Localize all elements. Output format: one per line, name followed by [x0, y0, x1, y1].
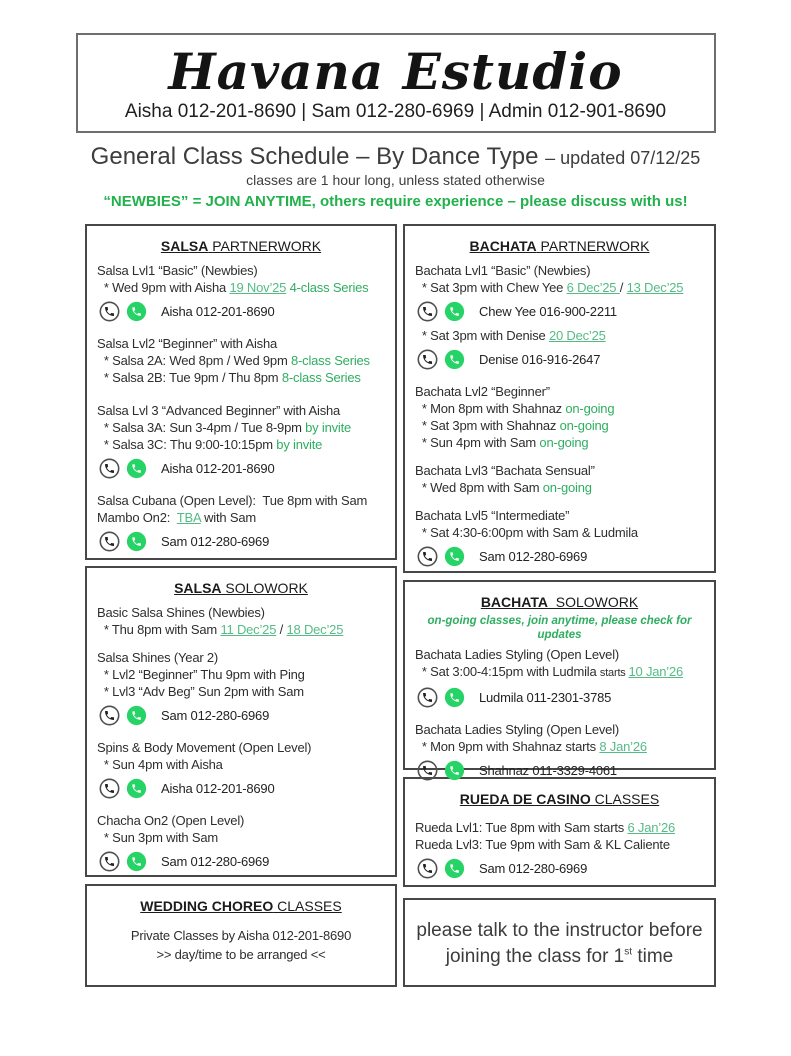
class-block — [93, 649, 389, 700]
text-segment: Salsa Cubana (Open Level): Tue 8pm with Sam — [97, 493, 368, 508]
date-highlight: 18 Dec’25 — [286, 622, 344, 637]
whatsapp-icon — [126, 705, 147, 726]
contact-name-number: Aisha 012-201-8690 — [161, 304, 275, 319]
text-line — [93, 829, 389, 846]
section-title — [93, 237, 389, 255]
class-block — [93, 402, 389, 453]
text-line — [411, 663, 708, 682]
text-line — [411, 819, 708, 836]
contact-name-number: Sam 012-280-6969 — [479, 549, 588, 564]
text-line — [93, 369, 389, 386]
class-block — [411, 819, 708, 853]
whatsapp-icon — [444, 546, 465, 567]
text-segment: Bachata Lvl2 “Beginner” — [415, 384, 550, 399]
section-title-text: CLASSES — [590, 791, 660, 807]
contact-row — [411, 856, 708, 881]
text-segment: * Salsa 3A: Sun 3-4pm / Tue 8-9pm — [97, 420, 306, 435]
text-segment: * Wed 9pm with Aisha — [97, 280, 230, 295]
text-line — [411, 279, 708, 296]
section-title-text: SALSA — [174, 580, 222, 596]
text-segment: * Sun 4pm with Aisha — [97, 757, 223, 772]
class-block — [93, 604, 389, 638]
contact-name-number: Sam 012-280-6969 — [161, 534, 270, 549]
section-bachata-partnerwork — [403, 224, 716, 573]
text-line — [93, 666, 389, 683]
contact-name-number: Ludmila 011-2301-3785 — [479, 690, 612, 705]
contact-row — [93, 529, 389, 554]
text-segment: Rueda Lvl1: Tue 8pm with Sam starts — [415, 820, 628, 835]
text-line — [411, 836, 708, 853]
section-title-text: SOLOWORK — [547, 594, 639, 610]
whatsapp-icon — [444, 858, 465, 879]
text-segment: Salsa Shines (Year 2) — [97, 650, 219, 665]
date-highlight: 19 Nov’25 — [229, 280, 287, 295]
section-title — [93, 897, 389, 915]
text-segment: * Sun 3pm with Sam — [97, 830, 219, 845]
section-title-text: CLASSES — [273, 898, 342, 914]
text-line — [93, 492, 389, 509]
text-line — [411, 738, 708, 755]
contact-name-number: Denise 016-916-2647 — [479, 352, 601, 367]
text-line — [93, 812, 389, 829]
text-segment: / — [276, 622, 287, 637]
section-subtitle: on-going classes, join anytime, please check for updates — [427, 615, 692, 641]
schedule-columns — [85, 224, 716, 987]
whatsapp-icon — [444, 760, 465, 781]
text-segment: * Wed 8pm with Sam — [415, 480, 543, 495]
text-line — [411, 434, 708, 451]
section-title-text: WEDDING CHOREO — [140, 898, 274, 914]
title-area — [0, 143, 791, 212]
status-highlight: by invite — [276, 437, 323, 452]
text-line — [411, 479, 708, 496]
text-segment: Bachata Ladies Styling (Open Level) — [415, 722, 620, 737]
text-line — [416, 918, 702, 944]
text-line — [93, 279, 389, 296]
contact-name-number: Sam 012-280-6969 — [161, 708, 270, 723]
class-block — [93, 739, 389, 773]
contact-name-number: Chew Yee 016-900-2211 — [479, 304, 617, 319]
text-segment: / — [619, 280, 627, 295]
section-rueda-de-casino — [403, 777, 716, 887]
text-line — [93, 335, 389, 352]
text-segment: Rueda Lvl3: Tue 9pm with Sam & KL Caliente — [415, 837, 670, 852]
text-segment: Chacha On2 (Open Level) — [97, 813, 245, 828]
text-line — [93, 262, 389, 279]
whatsapp-icon — [444, 301, 465, 322]
page-title — [0, 143, 791, 172]
phone-icon — [99, 778, 120, 799]
date-highlight: 8 Jan’26 — [599, 739, 647, 754]
contact-row — [93, 299, 389, 324]
text-line — [411, 524, 708, 541]
class-block — [411, 721, 708, 755]
class-block — [93, 335, 389, 386]
text-segment: starts — [599, 667, 629, 679]
column-right — [403, 224, 716, 987]
text-segment: Spins & Body Movement (Open Level) — [97, 740, 312, 755]
contact-name-number: Sam 012-280-6969 — [479, 861, 588, 876]
text-segment: Bachata Lvl3 “Bachata Sensual” — [415, 463, 595, 478]
date-highlight: 13 Dec’25 — [626, 280, 684, 295]
text-line — [93, 756, 389, 773]
section-title — [411, 593, 708, 611]
text-segment: * Salsa 3C: Thu 9:00-10:15pm — [97, 437, 277, 452]
section-title-text: SALSA — [160, 238, 209, 254]
whatsapp-icon — [126, 301, 147, 322]
text-segment: * Mon 9pm with Shahnaz starts — [415, 739, 600, 754]
page-title-text: General Class Schedule – By Dance Type — [90, 143, 546, 170]
phone-icon — [99, 458, 120, 479]
text-segment: * Mon 8pm with Shahnaz — [415, 401, 566, 416]
text-line — [411, 646, 708, 663]
text-line — [411, 383, 708, 400]
header-contact-numbers: Aisha 012-201-8690 | Sam 012-280-6969 | Admin 012-901-8690 — [124, 100, 667, 122]
whatsapp-icon — [126, 458, 147, 479]
text-line — [93, 739, 389, 756]
contact-row — [93, 849, 389, 874]
section-salsa-solowork — [85, 566, 397, 877]
section-title-text: BACHATA — [480, 594, 548, 610]
text-segment: time — [632, 946, 674, 967]
section-title-text: SOLOWORK — [221, 580, 308, 596]
contact-name-number: Aisha 012-201-8690 — [161, 781, 275, 796]
class-block — [411, 262, 708, 296]
text-segment: please talk to the instructor before — [416, 920, 703, 941]
contact-row — [93, 456, 389, 481]
text-line — [93, 402, 389, 419]
whatsapp-icon — [126, 778, 147, 799]
section-title-text: RUEDA DE CASINO — [459, 791, 591, 807]
phone-icon — [99, 705, 120, 726]
updated-date: – updated 07/12/25 — [545, 148, 701, 168]
phone-icon — [417, 760, 438, 781]
phone-icon — [417, 546, 438, 567]
note-content — [416, 915, 702, 970]
text-line — [93, 683, 389, 700]
contact-row — [411, 347, 708, 372]
page-subtitle: classes are 1 hour long, unless stated otherwise — [246, 172, 545, 188]
centered-text-block — [416, 918, 702, 970]
studio-logo: Havana Estudio — [168, 41, 623, 101]
class-block — [93, 262, 389, 296]
text-line — [411, 462, 708, 479]
status-highlight: on-going — [539, 435, 589, 450]
text-line — [93, 436, 389, 453]
text-line — [93, 419, 389, 436]
section-title-text: PARTNERWORK — [536, 238, 650, 254]
section-bachata-solowork — [403, 580, 716, 778]
whatsapp-icon — [126, 851, 147, 872]
text-line — [411, 400, 708, 417]
whatsapp-icon — [444, 349, 465, 370]
phone-icon — [417, 687, 438, 708]
schedule-page — [0, 33, 791, 987]
class-block — [411, 462, 708, 496]
whatsapp-icon — [444, 687, 465, 708]
class-block — [93, 492, 389, 526]
phone-icon — [99, 851, 120, 872]
phone-icon — [99, 531, 120, 552]
text-segment: * Sat 3pm with Chew Yee — [415, 280, 567, 295]
text-segment: joining the class for 1 — [445, 946, 625, 967]
date-highlight: 11 Dec’25 — [220, 622, 277, 637]
class-block — [411, 507, 708, 541]
text-line — [93, 604, 389, 621]
text-line — [411, 262, 708, 279]
text-line — [411, 721, 708, 738]
column-left — [85, 224, 397, 987]
text-segment: Salsa Lvl1 “Basic” (Newbies) — [97, 263, 258, 278]
header-box — [76, 33, 716, 133]
text-segment: * Sat 3:00-4:15pm with Ludmila — [415, 664, 600, 679]
text-line — [93, 352, 389, 369]
whatsapp-icon — [126, 531, 147, 552]
text-segment: Bachata Ladies Styling (Open Level) — [415, 647, 620, 662]
text-segment: * Sat 3pm with Shahnaz — [415, 418, 560, 433]
status-highlight: 8-class Series — [291, 353, 370, 368]
status-highlight: on-going — [565, 401, 615, 416]
date-highlight: 10 Jan’26 — [628, 664, 684, 679]
section-title — [411, 237, 708, 255]
section-title-text: BACHATA — [469, 238, 537, 254]
contact-name-number: Aisha 012-201-8690 — [161, 461, 275, 476]
contact-row — [411, 685, 708, 710]
phone-icon — [417, 858, 438, 879]
text-segment: Bachata Lvl1 “Basic” (Newbies) — [415, 263, 591, 278]
section-title — [93, 579, 389, 597]
text-segment: Basic Salsa Shines (Newbies) — [97, 605, 265, 620]
text-line — [416, 944, 702, 970]
text-segment: * Salsa 2B: Tue 9pm / Thu 8pm — [97, 370, 282, 385]
text-segment: * Lvl2 “Beginner” Thu 9pm with Ping — [97, 667, 305, 682]
text-segment: * Thu 8pm with Sam — [97, 622, 221, 637]
text-line — [411, 507, 708, 524]
text-segment: * Sat 3pm with Denise — [415, 328, 549, 343]
phone-icon — [417, 301, 438, 322]
date-highlight: TBA — [176, 510, 201, 525]
text-line — [411, 417, 708, 434]
class-block — [411, 646, 708, 682]
text-segment: Mambo On2: — [97, 510, 177, 525]
class-block — [93, 812, 389, 846]
text-segment: * Lvl3 “Adv Beg” Sun 2pm with Sam — [97, 684, 304, 699]
date-highlight: 6 Dec’25 — [566, 280, 620, 295]
status-highlight: on-going — [559, 418, 609, 433]
date-highlight: 6 Jan’26 — [627, 820, 676, 835]
contact-name-number: Shahnaz 011-3329-4061 — [479, 763, 617, 778]
text-segment: Private Classes by Aisha 012-201-8690 — [130, 928, 352, 943]
text-segment: * Salsa 2A: Wed 8pm / Wed 9pm — [97, 353, 291, 368]
status-highlight: on-going — [542, 480, 592, 495]
phone-icon — [99, 301, 120, 322]
text-segment: >> day/time to be arranged << — [156, 947, 326, 962]
contact-row — [411, 299, 708, 324]
section-salsa-partnerwork — [85, 224, 397, 560]
text-segment: Bachata Lvl5 “Intermediate” — [415, 508, 570, 523]
class-block — [411, 383, 708, 451]
class-block — [411, 327, 708, 344]
section-wedding-choreo — [85, 884, 397, 987]
text-segment: * Sun 4pm with Sam — [415, 435, 540, 450]
contact-row — [411, 544, 708, 569]
text-line — [93, 649, 389, 666]
section-title — [411, 790, 708, 808]
contact-name-number: Sam 012-280-6969 — [161, 854, 270, 869]
section-title-text: PARTNERWORK — [208, 238, 322, 254]
text-line — [411, 327, 708, 344]
status-highlight: 8-class Series — [281, 370, 361, 385]
text-line — [93, 509, 389, 526]
text-line — [93, 926, 389, 945]
text-segment: Salsa Lvl2 “Beginner” with Aisha — [97, 336, 278, 351]
text-line — [93, 945, 389, 964]
text-segment: with Sam — [200, 510, 256, 525]
text-line — [93, 621, 389, 638]
contact-row — [93, 703, 389, 728]
status-highlight: 4-class Series — [289, 280, 369, 295]
newbies-notice: “NEWBIES” = JOIN ANYTIME, others require experience – please discuss with us! — [103, 193, 688, 210]
contact-row — [93, 776, 389, 801]
phone-icon — [417, 349, 438, 370]
status-highlight: by invite — [305, 420, 352, 435]
section-instructor-note — [403, 898, 716, 987]
centered-text-block — [93, 926, 389, 964]
date-highlight: 20 Dec’25 — [548, 328, 606, 343]
text-segment: st — [624, 946, 633, 958]
text-segment: Salsa Lvl 3 “Advanced Beginner” with Aisha — [97, 403, 341, 418]
text-segment: * Sat 4:30-6:00pm with Sam & Ludmila — [415, 525, 638, 540]
